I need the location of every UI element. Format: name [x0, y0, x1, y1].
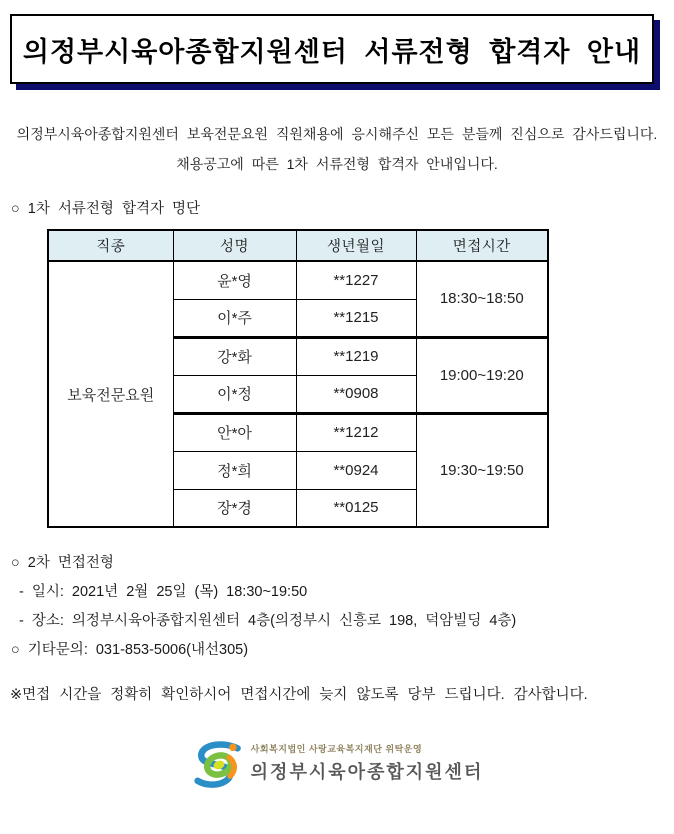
center-logo-icon — [191, 739, 247, 791]
header-time: 면접시간 — [416, 230, 548, 261]
footer-logo — [0, 737, 674, 791]
intro-line-1: 의정부시육아종합지원센터 보육전문요원 직원채용에 응시해주신 모든 분들께 진심으로 감사드립니다. — [16, 126, 658, 142]
page-title: 의정부시육아종합지원센터 서류전형 합격자 안내 — [10, 14, 654, 84]
name-cell: 윤*영 — [173, 261, 296, 299]
section2-heading: ○ 2차 면접전형 — [11, 555, 114, 571]
header-name: 성명 — [173, 230, 296, 261]
birth-cell: **0908 — [296, 375, 416, 413]
job-cell: 보육전문요원 — [48, 261, 173, 527]
header-birth: 생년월일 — [296, 230, 416, 261]
intro-line-2: 채용공고에 따른 1차 서류전형 합격자 안내입니다. — [176, 156, 498, 172]
name-cell: 강*화 — [173, 337, 296, 375]
header-job: 직종 — [48, 230, 173, 261]
section2 — [11, 549, 516, 665]
time-cell: 18:30~18:50 — [416, 261, 548, 337]
birth-cell: **1215 — [296, 299, 416, 337]
birth-cell: **0924 — [296, 451, 416, 489]
birth-cell: **1227 — [296, 261, 416, 299]
birth-cell: **0125 — [296, 489, 416, 527]
birth-cell: **1219 — [296, 337, 416, 375]
intro-paragraph — [0, 119, 674, 179]
name-cell: 이*정 — [173, 375, 296, 413]
name-cell: 정*희 — [173, 451, 296, 489]
name-cell: 장*경 — [173, 489, 296, 527]
birth-cell: **1212 — [296, 413, 416, 451]
section2-item-date: - 일시: 2021년 2월 25일 (목) 18:30~19:50 — [19, 584, 308, 600]
name-cell: 이*주 — [173, 299, 296, 337]
time-cell: 19:30~19:50 — [416, 413, 548, 527]
table-row — [48, 261, 548, 299]
time-cell: 19:00~19:20 — [416, 337, 548, 413]
logo-org-name: 의정부시육아종합지원센터 — [250, 762, 484, 782]
logo-tagline: 사회복지법인 사랑교육복지재단 위탁운영 — [250, 744, 423, 754]
section2-item-place: - 장소: 의정부시육아종합지원센터 4층(의정부시 신흥로 198, 덕암빌딩 4층) — [19, 613, 517, 629]
section2-item-contact: ○ 기타문의: 031-853-5006(내선305) — [11, 642, 249, 658]
logo-text-block — [251, 737, 484, 784]
table-header-row — [48, 230, 548, 261]
section1-heading: ○ 1차 서류전형 합격자 명단 — [11, 201, 201, 217]
pass-list-table — [47, 229, 549, 528]
name-cell: 안*아 — [173, 413, 296, 451]
notice-text: ※면접 시간을 정확히 확인하시어 면접시간에 늦지 않도록 당부 드립니다. 감사합니다. — [10, 687, 588, 703]
